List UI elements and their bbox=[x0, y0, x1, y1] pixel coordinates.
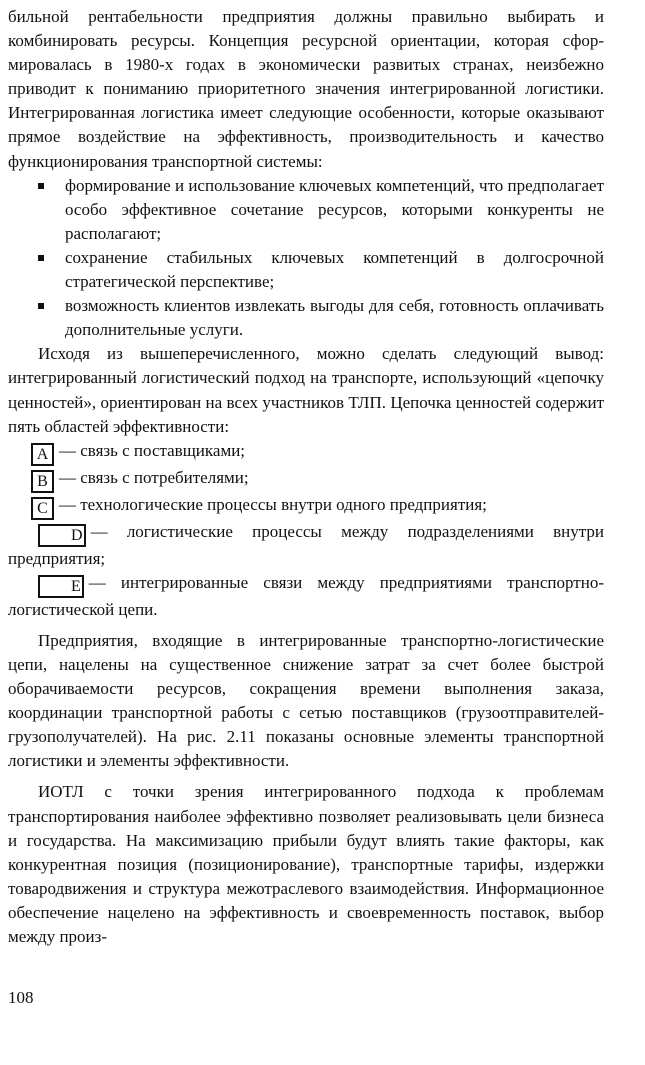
iotl-paragraph: ИОТЛ с точки зрения интегрированного подхода к проблемам транспортирования наиболее эффективно позволяет реализовывать цели бизнеса и государства. На максимизацию прибыли будут влиять такие факторы, как конкурентная позиция (позиционирование), транспортные тарифы, издержки товародвижения и структура межотраслевого взаимодействия. Информационное обеспечение нацелено на эффективность и своевременность поставок, выбор между произ- bbox=[8, 782, 604, 946]
area-text: — технологические процессы внутри одного предприятия; bbox=[59, 494, 487, 514]
list-item-text: возможность клиентов извлекать выгоды для себя, готовность оплачивать дополнительные услуги. bbox=[65, 296, 604, 340]
bullet-icon bbox=[38, 303, 44, 309]
bullet-icon bbox=[38, 183, 44, 189]
efficiency-area-e bbox=[8, 571, 604, 622]
page-number: 108 bbox=[8, 988, 34, 1007]
efficiency-area-a bbox=[8, 439, 604, 466]
list-item-text: сохранение стабильных ключевых компетенций в долгосрочной стратегической перспективе; bbox=[65, 247, 604, 292]
list-item bbox=[8, 294, 604, 342]
area-letter-box: B bbox=[31, 470, 54, 493]
enterprise-paragraph: Предприятия, входящие в интегрированные транспортно-логистические цепи, нацелены на существенное снижение затрат за счет более быстрой оборачиваемости ресурсов, сокращения времени выполнения заказа, координации транспортной работы с сетью поставщиков (грузоотправителей-грузополучателей). На рис. 2.11 показаны основные элементы транспортной логистики и элементы эффективности. bbox=[8, 630, 604, 771]
area-text: — связь с поставщиками; bbox=[59, 440, 246, 460]
efficiency-areas-list bbox=[8, 439, 604, 622]
area-letter-box: D bbox=[38, 524, 86, 547]
intro-paragraph: бильной рентабельности предприятия должны правильно выбирать и комбинировать ресурсы. Концепция ресурсной ориентации, которая сфор-мировалась в 1980-х годах в экономически развитых странах, неизбежно приводит к пониманию приоритетного значения интегрированной логистики. Интегрированная логистика имеет следующие особенности, которые оказывают прямое воздействие на эффективность, производительность и качество функционирования транспортной системы: bbox=[8, 7, 604, 171]
list-item bbox=[8, 174, 604, 246]
area-text: — интегрированные связи между предприятиями транспортно-логистической цепи. bbox=[8, 572, 604, 619]
features-list bbox=[8, 174, 604, 343]
list-item-text: формирование и использование ключевых компетенций, что предполагает особо эффективное сочетание ресурсов, которыми конкуренты не располагают; bbox=[65, 175, 604, 243]
efficiency-area-c bbox=[8, 493, 604, 520]
conclusion-paragraph: Исходя из вышеперечисленного, можно сделать следующий вывод: интегрированный логистический подход на транспорте, использующий «цепочку ценностей», ориентирован на всех участников ТЛП. Цепочка ценностей содержит пять областей эффективности: bbox=[8, 344, 604, 436]
area-letter-box: C bbox=[31, 497, 54, 520]
area-letter-box: A bbox=[31, 443, 54, 466]
bullet-icon bbox=[38, 255, 44, 261]
area-text: — логистические процессы между подразделениями внутри предприятия; bbox=[8, 521, 604, 568]
area-letter-box: E bbox=[38, 575, 84, 598]
list-item bbox=[8, 246, 604, 294]
efficiency-area-d bbox=[8, 520, 604, 571]
efficiency-area-b bbox=[8, 466, 604, 493]
area-text: — связь с потребителями; bbox=[59, 467, 249, 487]
